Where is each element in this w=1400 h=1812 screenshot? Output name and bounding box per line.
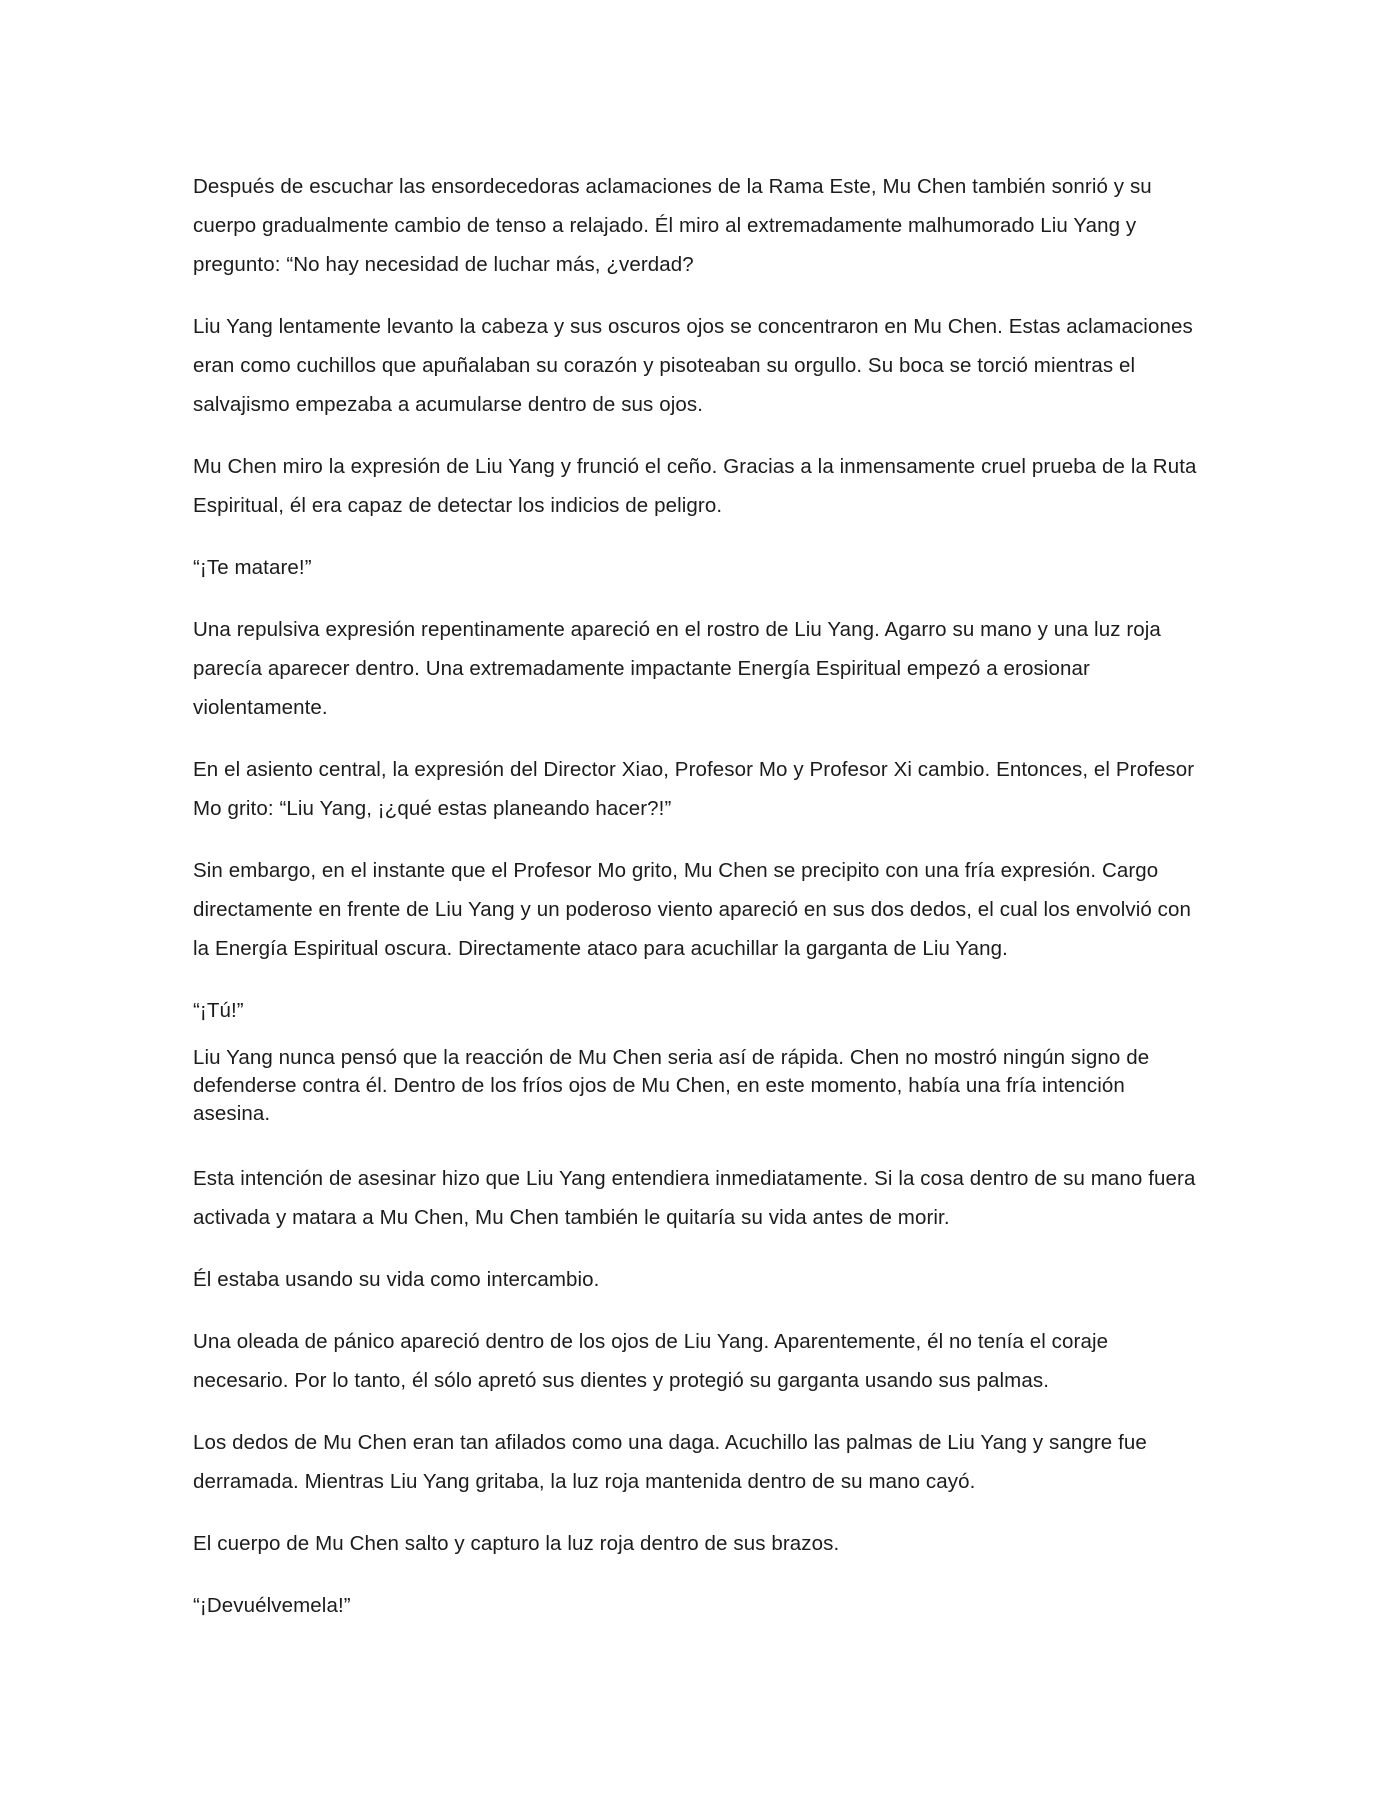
paragraph-10: Esta intención de asesinar hizo que Liu Yang entendiera inmediatamente. Si la cosa dentro de su mano fuera activada y matara a Mu Chen, Mu Chen también le quitaría su vida antes de morir. [193, 1167, 1196, 1229]
document-body [193, 167, 1205, 1648]
paragraph-9: Liu Yang nunca pensó que la reacción de Mu Chen seria así de rápida. Chen no mostró ningún signo de defenderse contra él. Dentro de los fríos ojos de Mu Chen, en este momento, había una fría intención asesina. [193, 1046, 1150, 1125]
paragraph-15: “¡Devuélvemela!” [193, 1594, 351, 1617]
paragraph-12: Una oleada de pánico apareció dentro de los ojos de Liu Yang. Aparentemente, él no tenía el coraje necesario. Por lo tanto, él sólo apretó sus dientes y protegió su garganta usando sus palmas. [193, 1330, 1109, 1392]
paragraph-3: Mu Chen miro la expresión de Liu Yang y frunció el ceño. Gracias a la inmensamente cruel prueba de la Ruta Espiritual, él era capaz de detectar los indicios de peligro. [193, 455, 1197, 517]
paragraph-7: Sin embargo, en el instante que el Profesor Mo grito, Mu Chen se precipito con una fría expresión. Cargo directamente en frente de Liu Yang y un poderoso viento apareció en sus dos dedos, el cual los envolvió con la Energía Espiritual oscura. Directamente ataco para acuchillar la garganta de Liu Yang. [193, 859, 1192, 960]
paragraph-13: Los dedos de Mu Chen eran tan afilados como una daga. Acuchillo las palmas de Liu Yang y sangre fue derramada. Mientras Liu Yang gritaba, la luz roja mantenida dentro de su mano cayó. [193, 1431, 1147, 1493]
paragraph-5: Una repulsiva expresión repentinamente apareció en el rostro de Liu Yang. Agarro su mano y una luz roja parecía aparecer dentro. Una extremadamente impactante Energía Espiritual empezó a erosionar violentamente. [193, 618, 1161, 719]
paragraph-6: En el asiento central, la expresión del Director Xiao, Profesor Mo y Profesor Xi cambio. Entonces, el Profesor Mo grito: “Liu Yang, ¡¿qué estas planeando hacer?!” [193, 758, 1195, 820]
paragraph-8: “¡Tú!” [193, 999, 244, 1022]
paragraph-4: “¡Te matare!” [193, 556, 312, 579]
paragraph-14: El cuerpo de Mu Chen salto y capturo la luz roja dentro de sus brazos. [193, 1532, 840, 1555]
paragraph-11: Él estaba usando su vida como intercambio. [193, 1268, 600, 1291]
paragraph-2: Liu Yang lentamente levanto la cabeza y sus oscuros ojos se concentraron en Mu Chen. Estas aclamaciones eran como cuchillos que apuñalaban su corazón y pisoteaban su orgullo. Su boca se torció mientras el salvajismo empezaba a acumularse dentro de sus ojos. [193, 315, 1193, 416]
paragraph-1: Después de escuchar las ensordecedoras aclamaciones de la Rama Este, Mu Chen también sonrió y su cuerpo gradualmente cambio de tenso a relajado. Él miro al extremadamente malhumorado Liu Yang y pregunto: “No hay necesidad de luchar más, ¿verdad? [193, 175, 1152, 276]
